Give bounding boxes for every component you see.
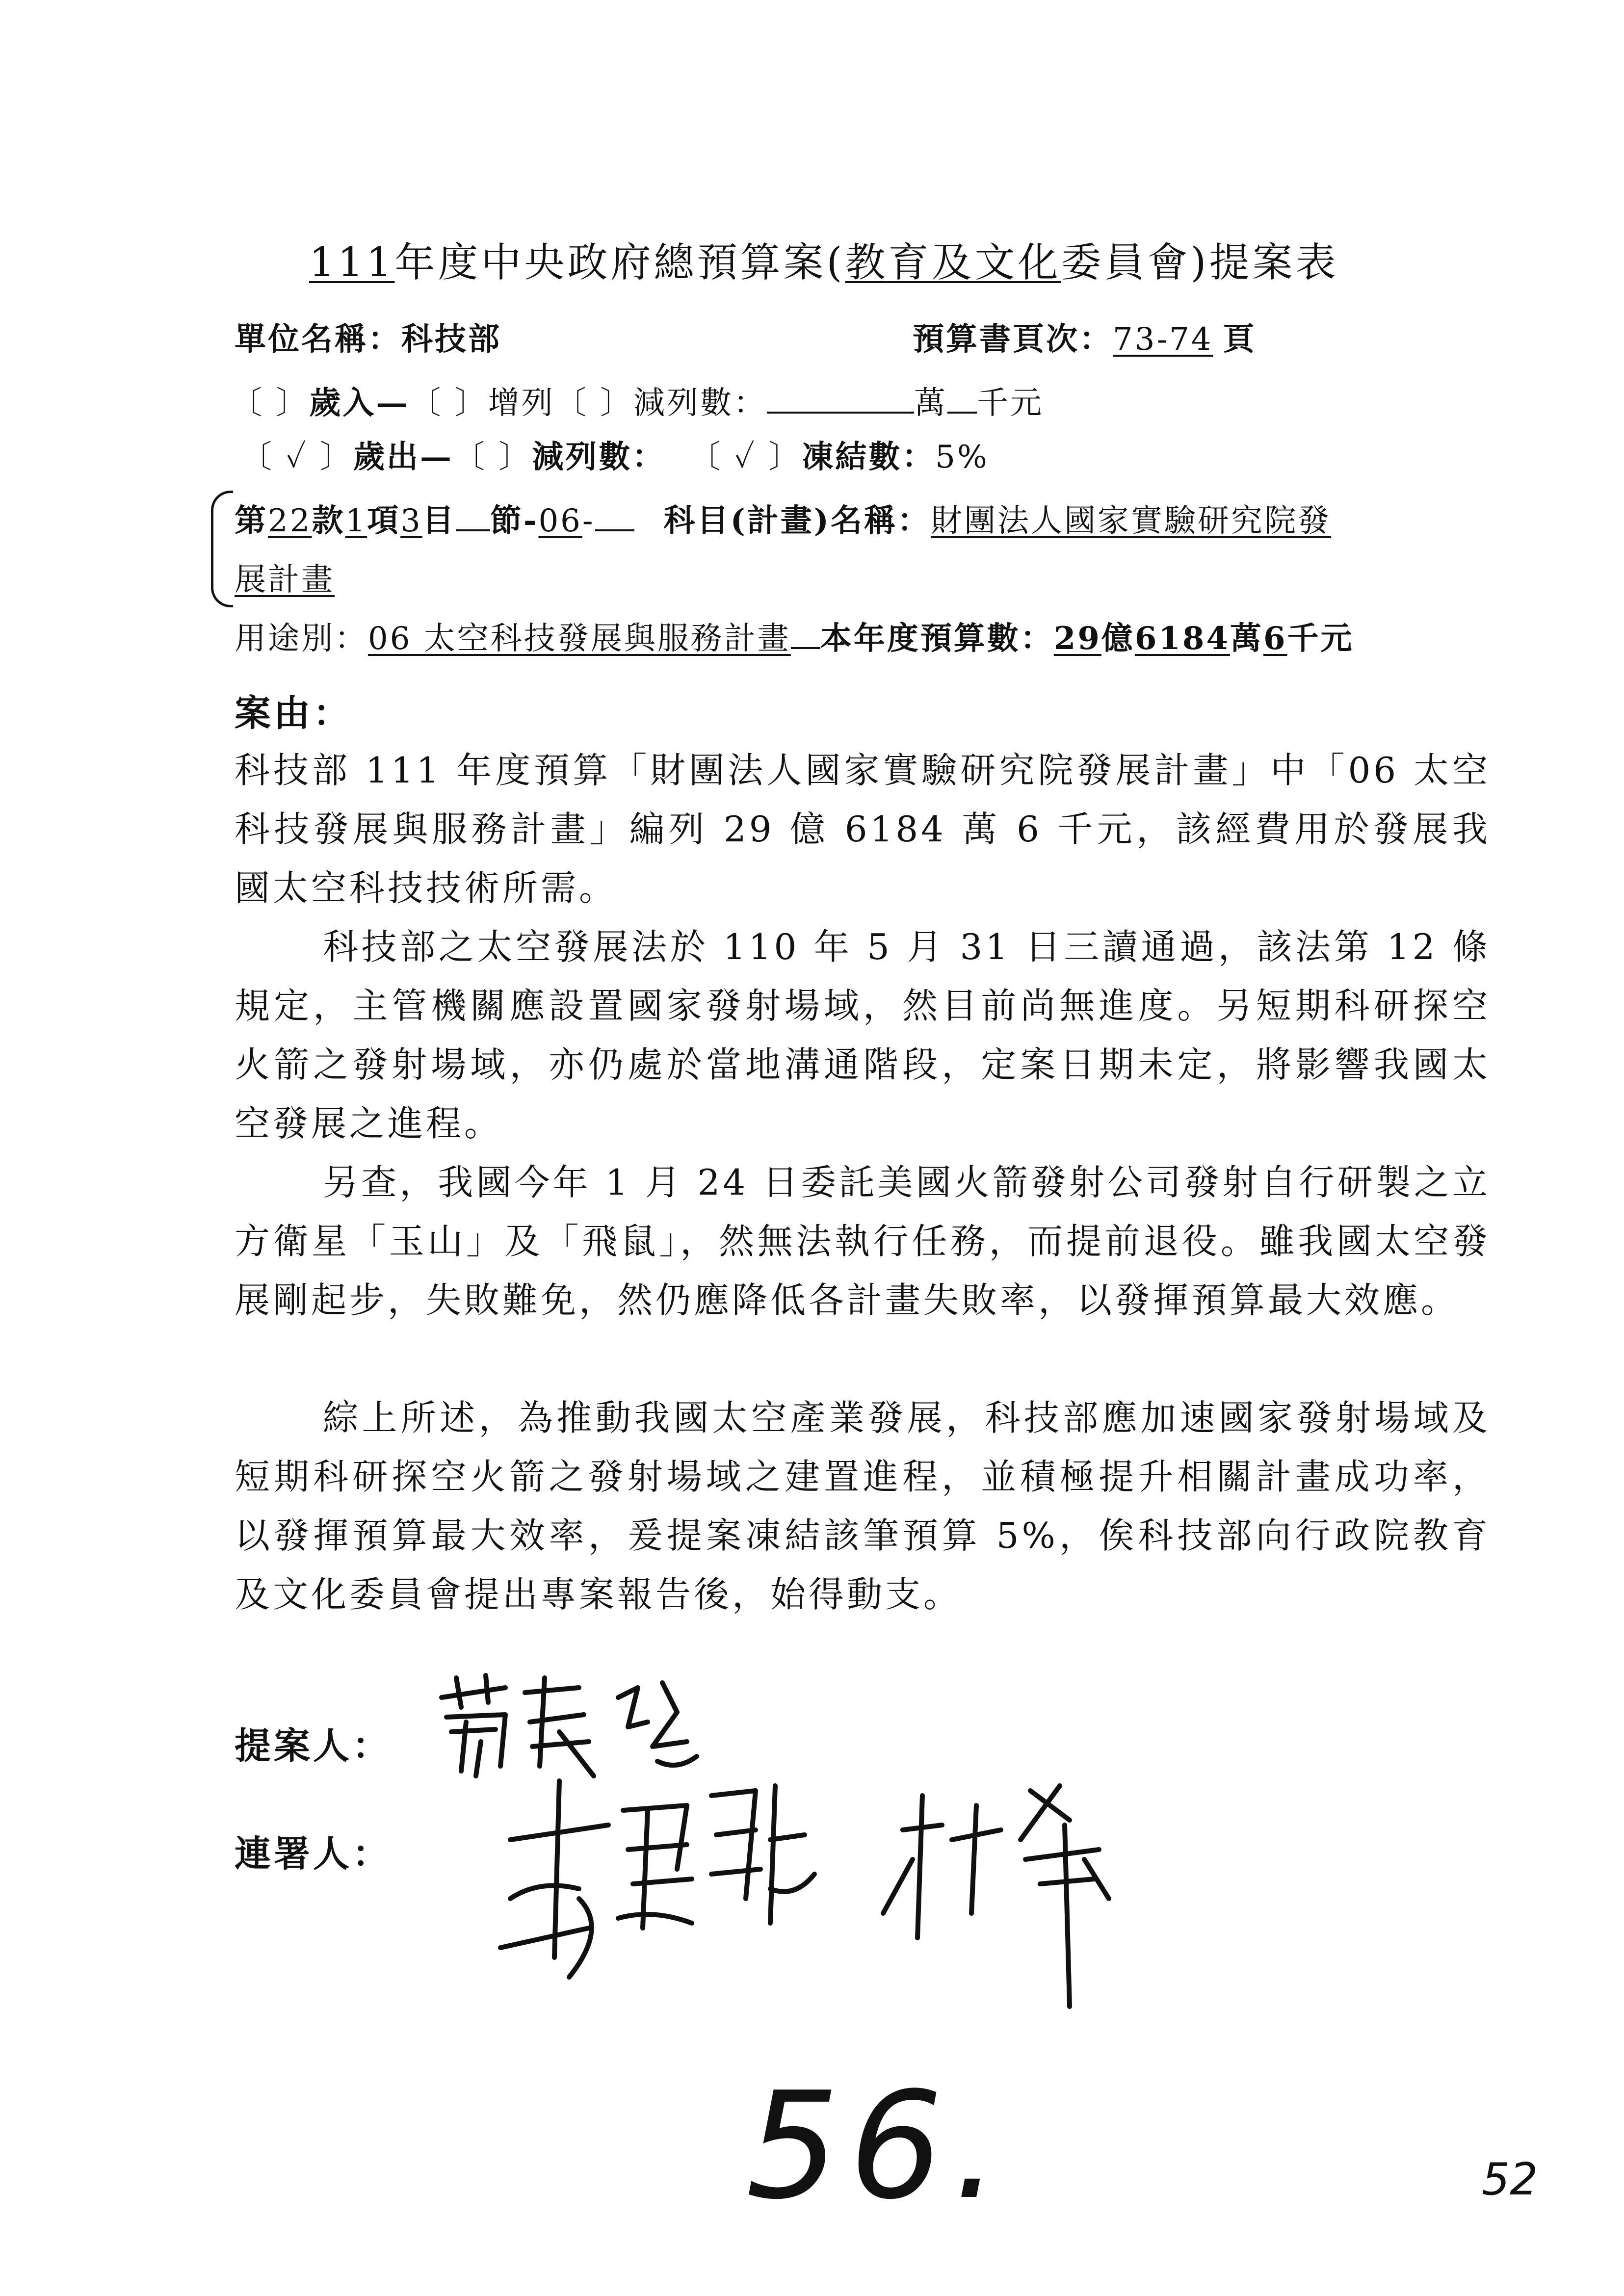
title-text-a: 年度中央政府總預算案(	[394, 239, 845, 286]
proposer-label: 提案人：	[235, 1725, 392, 1767]
budget-qian: 6	[1263, 620, 1287, 657]
page-number: 52	[1482, 2154, 1538, 2205]
item-t2: 款	[312, 502, 345, 539]
budget-wan: 6184	[1134, 620, 1230, 657]
revenue-row	[231, 378, 1044, 423]
usage-blank	[791, 620, 820, 649]
budget-yi: 29	[1053, 620, 1101, 657]
expense-decrease-checkbox: 〔 〕	[453, 439, 532, 475]
usage-label: 用途別：	[235, 621, 368, 657]
item-t5: 節-	[490, 502, 539, 539]
budget-yi-unit: 億	[1101, 620, 1135, 657]
budget-item-row	[235, 496, 1331, 541]
item-kuan: 22	[268, 503, 312, 539]
subject-line1: 財團法人國家實驗研究院發	[931, 503, 1332, 539]
thousand-label: 千元	[977, 385, 1044, 421]
subject-label: 科目(計畫)名稱：	[663, 502, 931, 539]
left-brace	[211, 491, 233, 607]
paragraph-2: 科技部之太空發展法於 110 年 5 月 31 日三讀通過，該法第 12 條規定，主管機關應設置國家發射場域，然目前尚無進度。另短期科研探空火箭之發射場域，亦仍處於當地溝通階段，定案日期未定，將影響我國太空發展之進程。	[235, 926, 1491, 1144]
title-year: 111	[309, 239, 395, 286]
reason-heading: 案由：	[235, 692, 352, 734]
handwritten-number: 56.	[746, 2061, 1010, 2232]
title-committee: 教育及文化	[845, 239, 1061, 286]
decrease-checkbox: 〔 〕	[554, 385, 634, 421]
title-text-b: 委員會)提案表	[1061, 239, 1339, 286]
expense-row	[240, 432, 989, 477]
item-t6: -	[582, 503, 595, 539]
subject-line2-wrap	[235, 554, 335, 600]
decrease-label: 減列數：	[633, 385, 767, 421]
expense-label: 歲出—	[353, 439, 453, 475]
item-t3: 項	[367, 502, 401, 539]
freeze-label: 凍結數：	[802, 439, 936, 475]
increase-checkbox: 〔 〕	[409, 385, 488, 421]
annual-budget-label: 本年度預算數：	[820, 620, 1054, 657]
usage-row	[235, 613, 1354, 658]
cosigner-label: 連署人：	[235, 1833, 392, 1875]
item-t4: 目	[422, 502, 456, 539]
paragraph-4: 綜上所述，為推動我國太空產業發展，科技部應加速國家發射場域及短期科研探空火箭之發射場域之建置進程，並積極提升相關計畫成功率，以發揮預算最大效率，爰提案凍結該筆預算 5%，俟科技部向行政院教育及文化委員會提出專案報告後，始得動支。	[235, 1397, 1491, 1615]
expense-decrease-label: 減列數：	[532, 439, 666, 475]
item-code: 06	[538, 503, 582, 539]
cosigner-signatures-image	[481, 1751, 1168, 2026]
revenue-label: 歲入—	[309, 385, 410, 421]
freeze-checkbox-checked: 〔 ✓ 〕	[705, 439, 802, 475]
budget-wan-unit: 萬	[1230, 620, 1263, 657]
budget-page-suffix: 頁	[1223, 321, 1257, 358]
document-title	[309, 231, 1339, 288]
wan-label: 萬	[914, 385, 948, 421]
expense-checkbox-checked: 〔 ✓ 〕	[240, 439, 353, 475]
budget-qian-unit: 千元	[1287, 620, 1354, 657]
increase-label: 增列	[488, 385, 555, 421]
revenue-checkbox: 〔 〕	[231, 385, 310, 421]
unit-value: 科技部	[401, 321, 501, 358]
paragraph-3: 另查，我國今年 1 月 24 日委託美國火箭發射公司發射自行研製之立方衛星「玉山」及「飛鼠」，然無法執行任務，而提前退役。雖我國太空發展剛起步，失敗難免，然仍應降低各計畫失敗率，以發揮預算最大效應。	[235, 1162, 1491, 1321]
jie-blank	[456, 502, 490, 531]
paragraph-1: 科技部 111 年度預算「財團法人國家實驗研究院發展計畫」中「06 太空科技發展與服務計畫」編列 29 億 6184 萬 6 千元，該經費用於發展我國太空科技技術所需。	[235, 750, 1491, 909]
item-mu: 3	[400, 503, 422, 539]
amount-blank	[767, 384, 914, 414]
usage-value: 06 太空科技發展與服務計畫	[368, 621, 791, 657]
thousand-blank	[947, 384, 977, 414]
subject-line2: 展計畫	[235, 562, 335, 598]
budget-page-ref	[913, 314, 1257, 359]
item-t1: 第	[235, 502, 268, 539]
unit-name	[235, 314, 501, 359]
budget-page-label: 預算書頁次：	[913, 321, 1113, 358]
freeze-value: 5%	[935, 439, 989, 475]
item-xiang: 1	[345, 503, 367, 539]
unit-label: 單位名稱：	[235, 321, 401, 358]
code-blank	[595, 502, 634, 531]
budget-page-value: 73-74	[1113, 321, 1213, 358]
